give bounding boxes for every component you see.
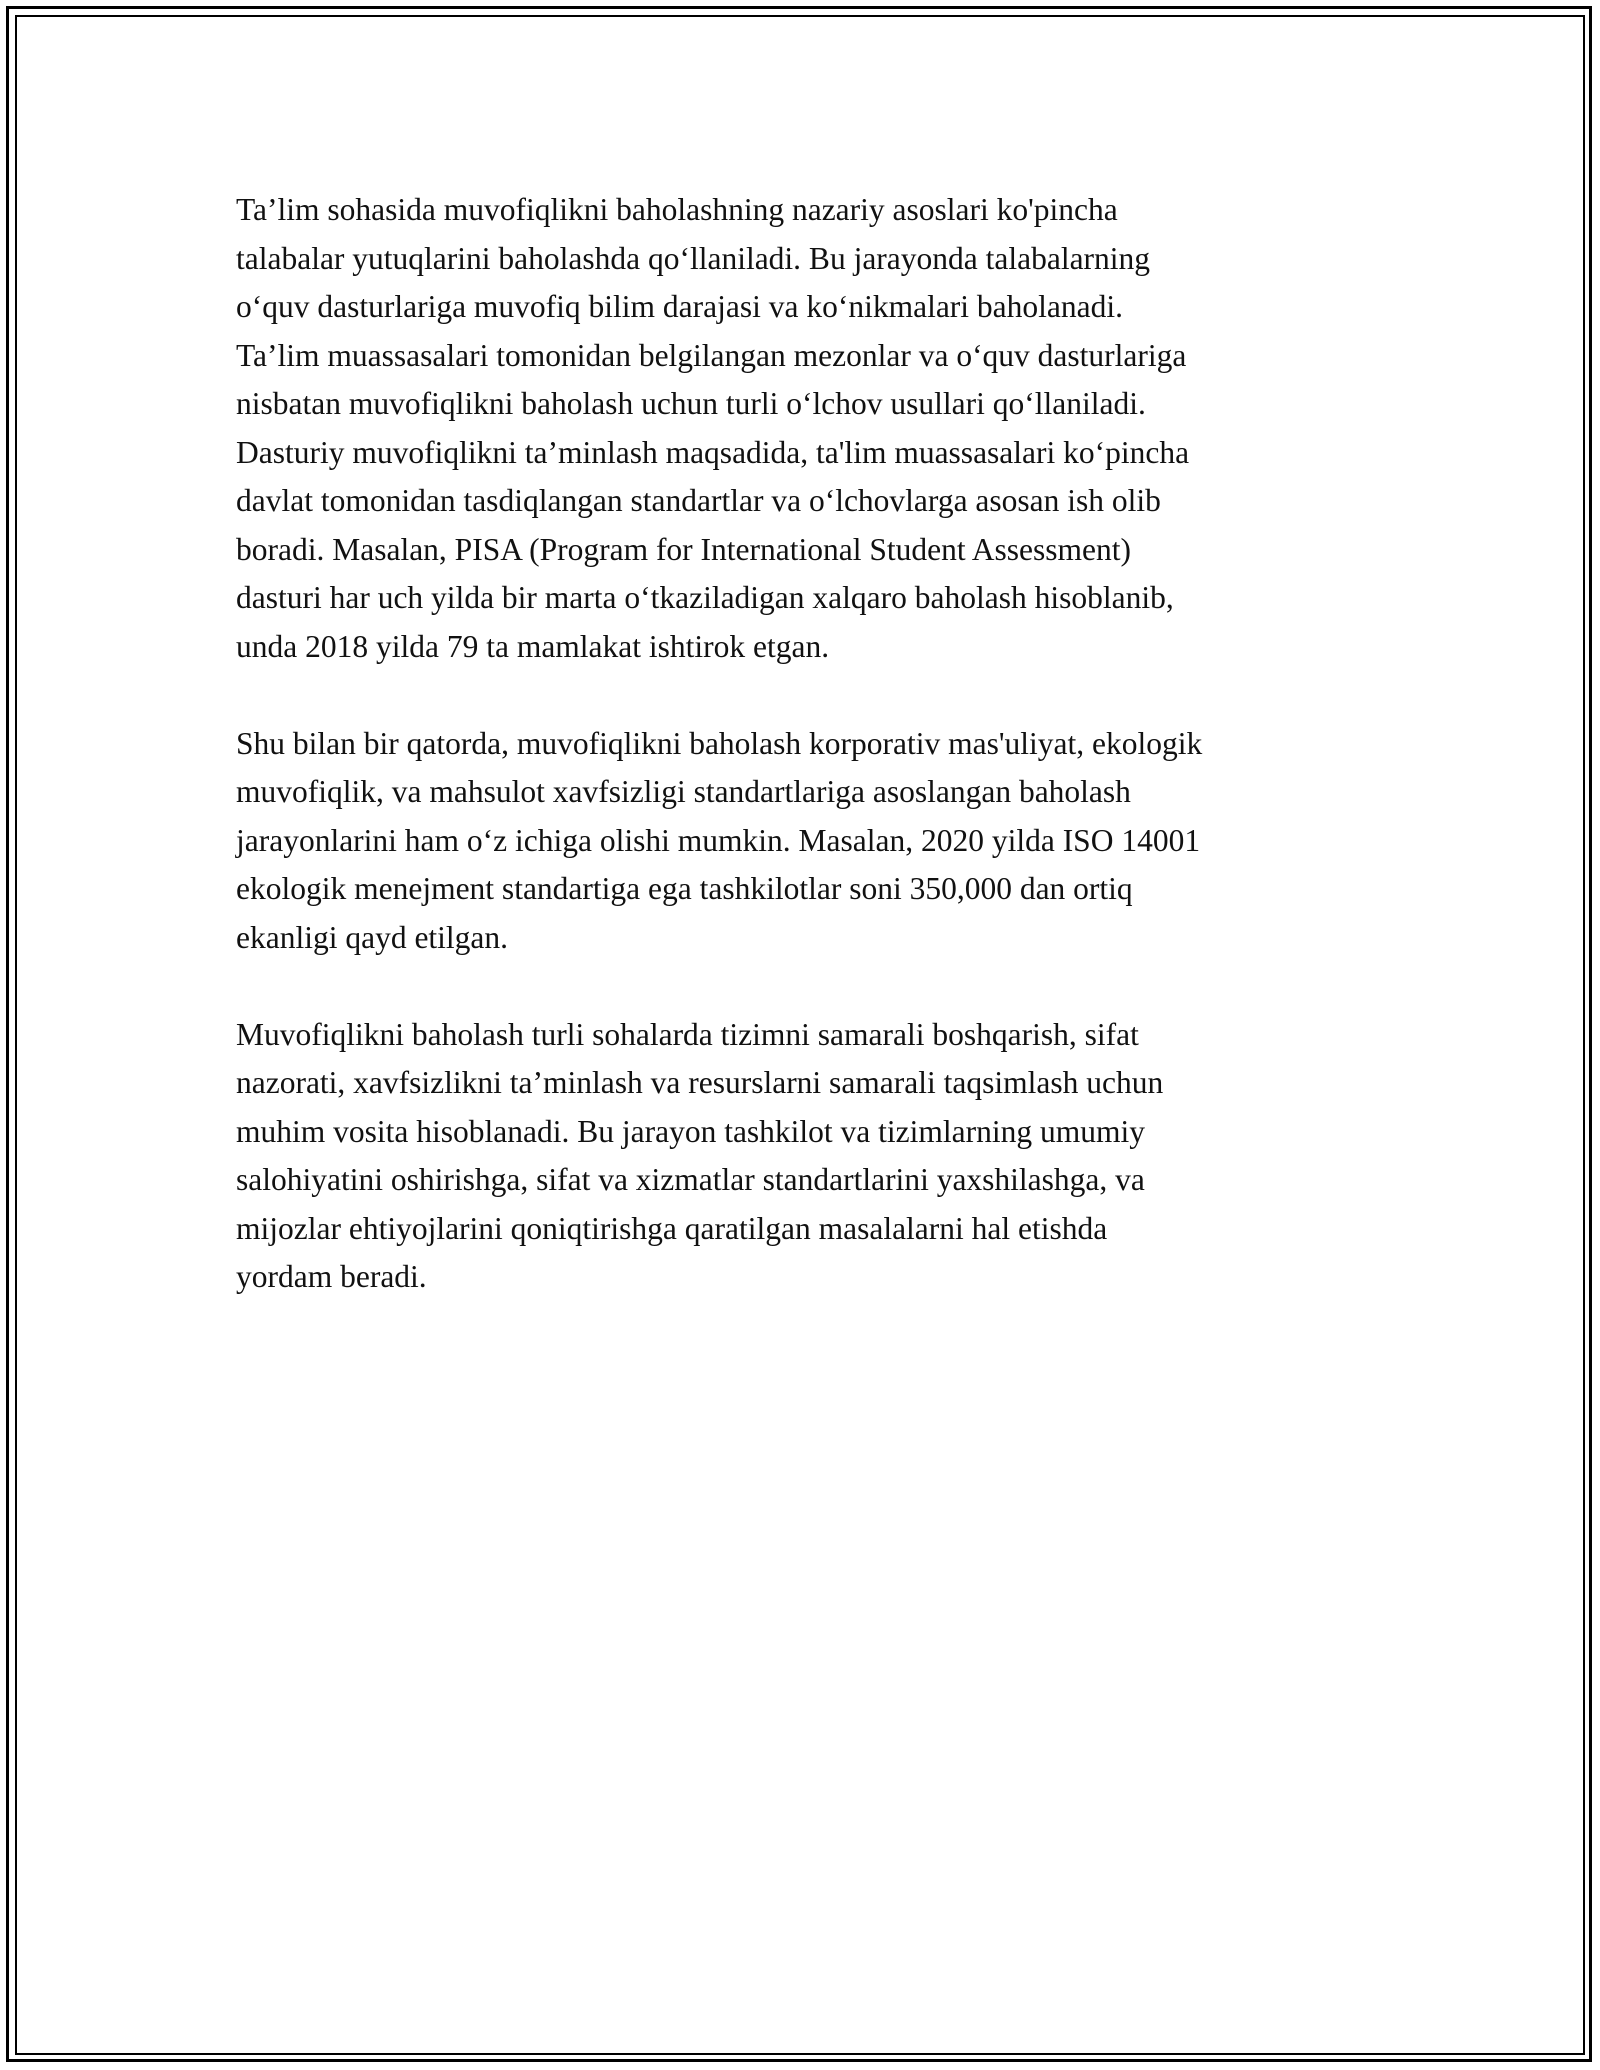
text-line: ekologik menejment standartiga ega tashkilotlar soni 350,000 dan ortiq	[236, 871, 1133, 906]
text-line: dasturi har uch yilda bir marta o‘tkaziladigan xalqaro baholash hisoblanib,	[236, 580, 1174, 615]
paragraph-education	[236, 186, 1376, 671]
document-body	[236, 186, 1376, 1350]
text-line: muvofiqlik, va mahsulot xavfsizligi standartlariga asoslangan baholash	[236, 774, 1131, 809]
text-line: Shu bilan bir qatorda, muvofiqlikni baholash korporativ mas'uliyat, ekologik	[236, 725, 1203, 761]
text-line: jarayonlarini ham o‘z ichiga olishi mumkin. Masalan, 2020 yilda ISO 14001	[236, 822, 1201, 858]
text-line: muhim vosita hisoblanadi. Bu jarayon tashkilot va tizimlarning umumiy	[236, 1113, 1146, 1149]
text-line: Ta’lim sohasida muvofiqlikni baholashning nazariy asoslari ko'pincha	[236, 192, 1118, 227]
text-line: salohiyatini oshirishga, sifat va xizmatlar standartlarini yaxshilashga, va	[236, 1162, 1145, 1197]
text-line: Muvofiqlikni baholash turli sohalarda tizimni samarali boshqarish, sifat	[236, 1016, 1139, 1052]
text-line: nazorati, xavfsizlikni ta’minlash va resurslarni samarali taqsimlash uchun	[236, 1065, 1164, 1100]
text-line: Ta’lim muassasalari tomonidan belgilangan mezonlar va o‘quv dasturlariga	[236, 337, 1187, 373]
text-line: davlat tomonidan tasdiqlangan standartlar va o‘lchovlarga asosan ish olib	[236, 483, 1161, 518]
text-line: unda 2018 yilda 79 ta mamlakat ishtirok etgan.	[236, 628, 830, 664]
paragraph-conclusion	[236, 1011, 1376, 1302]
text-line: yordam beradi.	[236, 1259, 427, 1294]
text-line: Dasturiy muvofiqlikni ta’minlash maqsadida, ta'lim muassasalari ko‘pincha	[236, 434, 1190, 470]
text-line: mijozlar ehtiyojlarini qoniqtirishga qaratilgan masalalarni hal etishda	[236, 1210, 1108, 1246]
text-line: ekanligi qayd etilgan.	[236, 919, 509, 955]
text-line: nisbatan muvofiqlikni baholash uchun turli o‘lchov usullari qo‘llaniladi.	[236, 386, 1146, 421]
paragraph-corporate	[236, 720, 1376, 963]
text-line: o‘quv dasturlariga muvofiq bilim darajasi va ko‘nikmalari baholanadi.	[236, 289, 1123, 324]
text-line: boradi. Masalan, PISA (Program for International Student Assessment)	[236, 531, 1131, 567]
text-line: talabalar yutuqlarini baholashda qo‘llaniladi. Bu jarayonda talabalarning	[236, 240, 1151, 276]
